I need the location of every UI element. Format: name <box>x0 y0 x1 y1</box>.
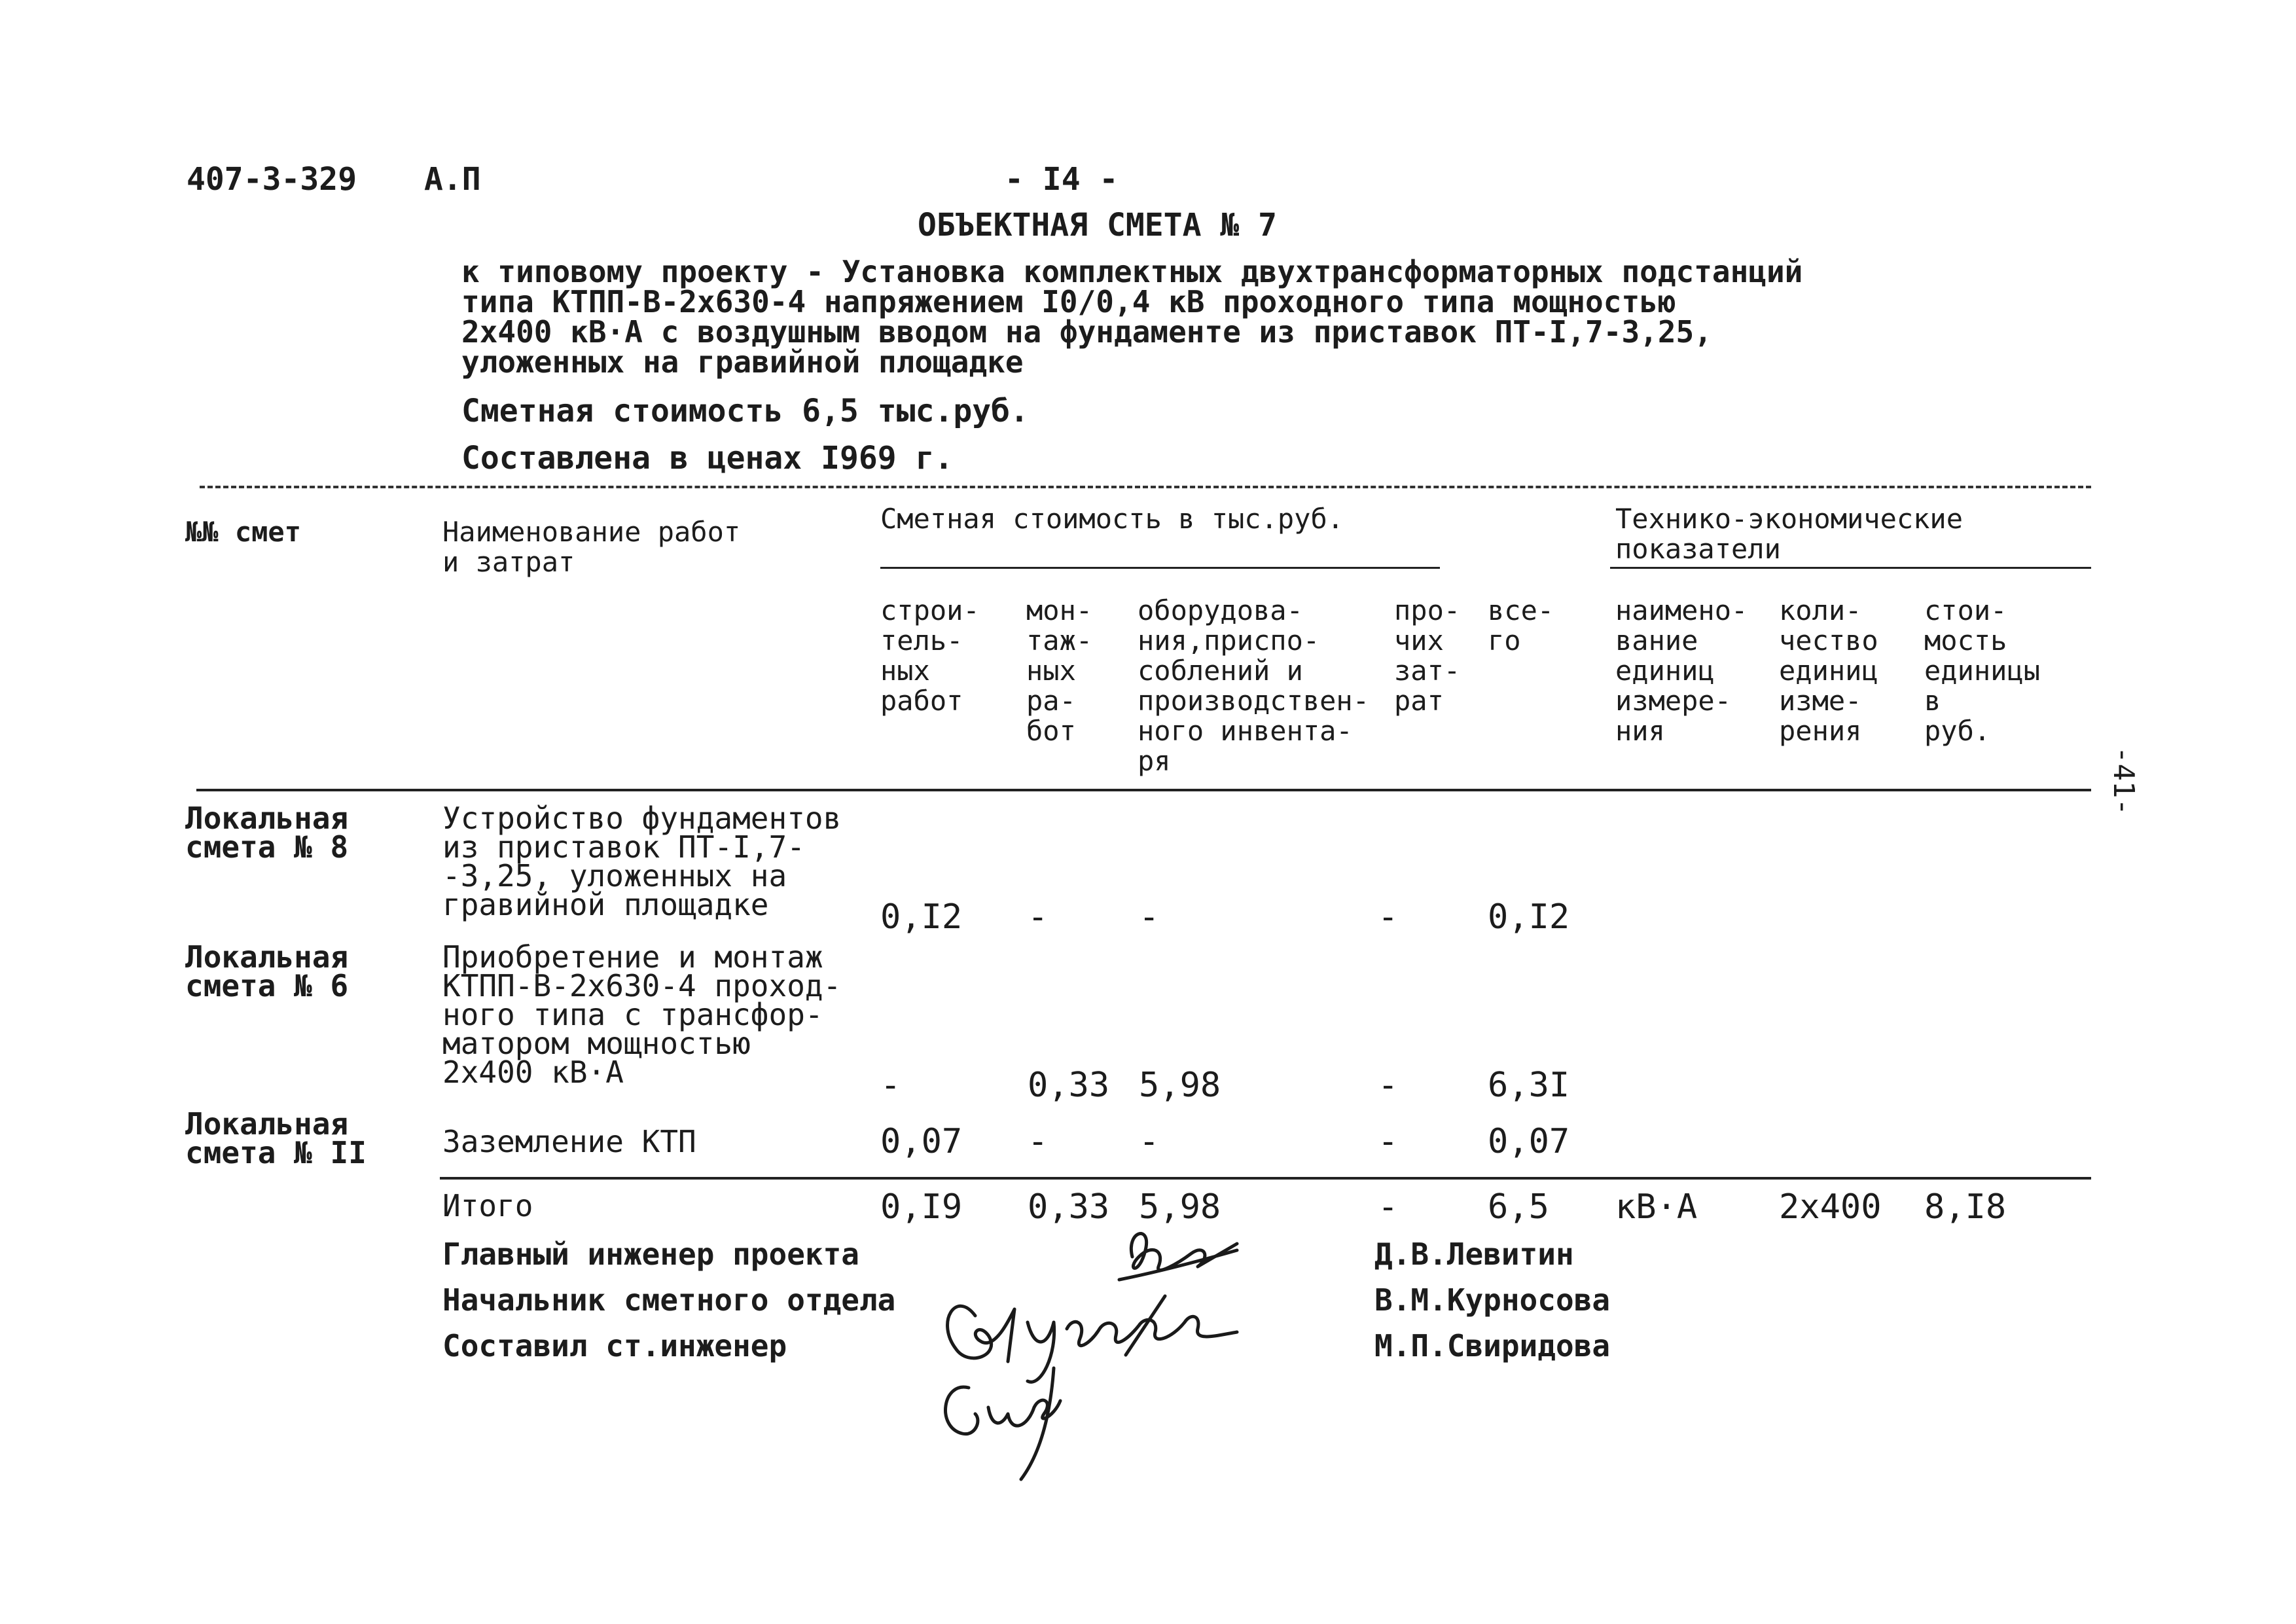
margin-page-mark: -41- <box>2107 746 2140 816</box>
row-installation: - <box>1028 1122 1049 1161</box>
header-equipment: оборудова- ния,приспо- соблений и производствен- ного инвента- ря <box>1138 594 1370 777</box>
page-number: - I4 - <box>1005 161 1119 198</box>
header-estimate-number: №№ смет <box>185 516 302 548</box>
total-unit-qty: 2х400 <box>1779 1187 1882 1227</box>
signature-name-chief-engineer: Д.В.Левитин <box>1374 1236 1574 1272</box>
row-estimate-ref: Локальная смета № II <box>185 1106 367 1170</box>
total-construction: 0,I9 <box>880 1187 963 1227</box>
total-unit-cost: 8,I8 <box>1924 1187 2007 1227</box>
handwritten-signatures <box>929 1218 1296 1492</box>
signature-role-engineer: Составил ст.инженер <box>442 1328 787 1363</box>
prices-year: Составлена в ценах I969 г. <box>461 440 954 477</box>
header-unit-qty: коли- чество единиц изме- рения <box>1779 594 1878 747</box>
header-bottom-rule <box>196 789 2091 791</box>
row-other: - <box>1378 897 1399 937</box>
header-cost-group: Сметная стоимость в тыс.руб. <box>880 503 1344 535</box>
signature-role-department-head: Начальник сметного отдела <box>442 1282 896 1318</box>
row-work-name: Приобретение и монтаж КТПП-В-2х630-4 проход- ного типа с трансфор- матором мощностью 2х400 кВ·А <box>442 939 842 1090</box>
cost-group-rule <box>880 567 1440 569</box>
document-title: ОБЪЕКТНАЯ СМЕТА № 7 <box>918 207 1278 244</box>
estimated-cost: Сметная стоимость 6,5 тыс.руб. <box>461 393 1029 429</box>
row-equipment: 5,98 <box>1139 1066 1221 1105</box>
row-construction: - <box>880 1066 901 1105</box>
signature-role-chief-engineer: Главный инженер проекта <box>442 1236 859 1272</box>
row-equipment: - <box>1139 1122 1160 1161</box>
row-total: 0,I2 <box>1488 897 1570 937</box>
total-other: - <box>1378 1187 1399 1227</box>
total-unit-name: кВ·А <box>1615 1187 1698 1227</box>
total-label: Итого <box>442 1188 533 1223</box>
table-top-rule <box>200 486 2091 488</box>
row-estimate-ref: Локальная смета № 8 <box>185 801 349 865</box>
document-code: 407-3-329 <box>187 161 357 198</box>
row-work-name: Заземление КТП <box>442 1124 696 1159</box>
row-estimate-ref: Локальная смета № 6 <box>185 939 349 1003</box>
row-construction: 0,07 <box>880 1122 963 1161</box>
header-construction: строи- тель- ных работ <box>880 594 980 717</box>
total-installation: 0,33 <box>1028 1187 1110 1227</box>
row-equipment: - <box>1139 897 1160 937</box>
row-installation: 0,33 <box>1028 1066 1110 1105</box>
project-description: к типовому проекту - Установка комплектных двухтрансформаторных подстанций типа КТПП-В-2х630-4 напряжением I0/0,4 кВ проходного типа мощностью 2х400 кВ·А с воздушным вводом на фундаменте из приставок ПТ-I,7-3,25, уложенных на гравийной площадке <box>461 254 1803 380</box>
signature-name-engineer: М.П.Свиридова <box>1374 1328 1611 1363</box>
header-total: все- го <box>1488 594 1554 657</box>
row-total: 0,07 <box>1488 1122 1570 1161</box>
total-rule <box>440 1177 2091 1180</box>
row-other: - <box>1378 1066 1399 1105</box>
row-other: - <box>1378 1122 1399 1161</box>
row-construction: 0,I2 <box>880 897 963 937</box>
row-installation: - <box>1028 897 1049 937</box>
header-unit-name: наимено- вание единиц измере- ния <box>1615 594 1748 747</box>
header-tech-group: Технико-экономические показатели <box>1615 503 1964 565</box>
row-total: 6,3I <box>1488 1066 1570 1105</box>
row-work-name: Устройство фундаментов из приставок ПТ-I,7- -3,25, уложенных на гравийной площадке <box>442 801 842 922</box>
total-equipment: 5,98 <box>1139 1187 1221 1227</box>
header-other: про- чих зат- рат <box>1394 594 1461 717</box>
tech-group-rule <box>1610 567 2091 569</box>
album-number: А.П <box>424 161 481 198</box>
signature-name-department-head: В.М.Курносова <box>1374 1282 1611 1318</box>
header-unit-cost: стои- мость единицы в руб. <box>1924 594 2041 747</box>
header-installation: мон- таж- ных ра- бот <box>1026 594 1093 747</box>
header-work-name: Наименование работ и затрат <box>442 516 741 578</box>
total-sum: 6,5 <box>1488 1187 1549 1227</box>
